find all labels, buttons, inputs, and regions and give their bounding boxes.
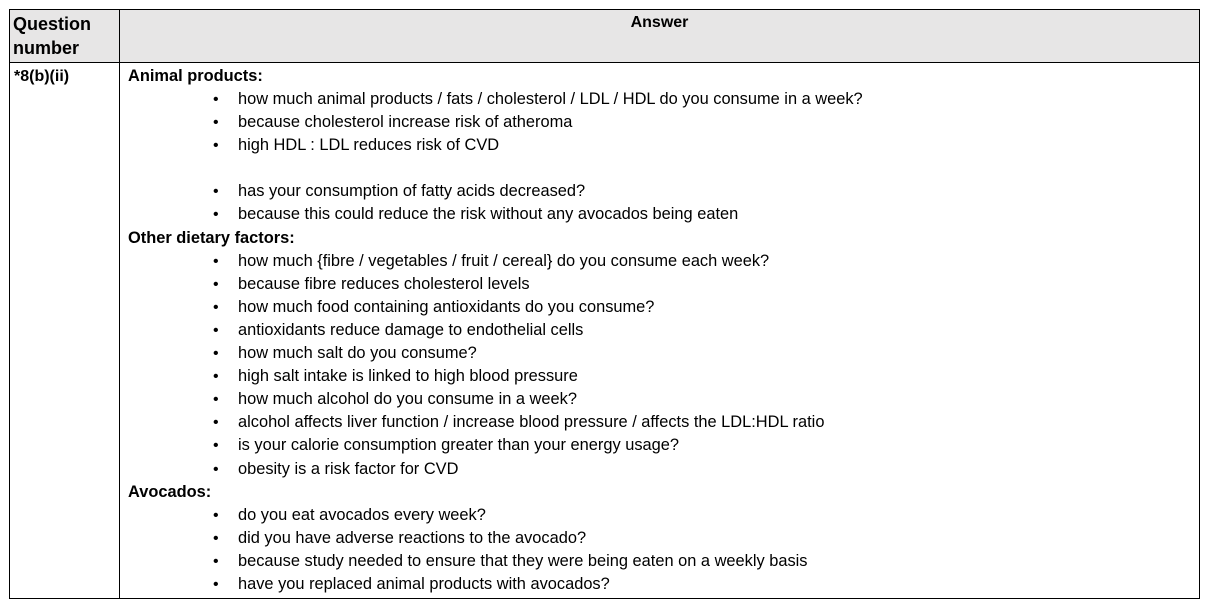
list-item: • how much {fibre / vegetables / fruit / cereal} do you consume each week?: [128, 250, 1199, 273]
list-item: • alcohol affects liver function / increase blood pressure / affects the LDL:HDL ratio: [128, 411, 1199, 434]
list-item: • because cholesterol increase risk of atheroma: [128, 111, 1199, 134]
header-answer: Answer: [120, 10, 1200, 63]
section-title-animal-products: Animal products:: [128, 67, 263, 85]
question-number-cell: *8(b)(ii): [10, 63, 120, 599]
answer-cell: [120, 63, 1200, 599]
section-title-other-dietary-factors: Other dietary factors:: [128, 228, 295, 247]
list-item: • because fibre reduces cholesterol levels: [128, 273, 1199, 296]
section-title-avocados: Avocados:: [128, 482, 212, 501]
list-item: • because study needed to ensure that they were being eaten on a weekly basis: [128, 550, 1199, 573]
list-item: • has your consumption of fatty acids decreased?: [128, 180, 1199, 203]
answer-row: [10, 63, 1200, 599]
list-item: • how much alcohol do you consume in a week?: [128, 388, 1199, 411]
avocados-list: [128, 504, 1199, 596]
animal-products-list-continued: [128, 180, 1199, 226]
mark-scheme-table: [9, 9, 1200, 599]
list-item: • do you eat avocados every week?: [128, 504, 1199, 527]
list-item: • obesity is a risk factor for CVD: [128, 458, 1199, 481]
spacer: [128, 157, 1199, 180]
list-item: • is your calorie consumption greater than your energy usage?: [128, 434, 1199, 457]
list-item: • how much salt do you consume?: [128, 342, 1199, 365]
list-item: • high HDL : LDL reduces risk of CVD: [128, 134, 1199, 157]
list-item: • did you have adverse reactions to the avocado?: [128, 527, 1199, 550]
animal-products-list: [128, 88, 1199, 157]
list-item: • how much animal products / fats / cholesterol / LDL / HDL do you consume in a week?: [128, 88, 1199, 111]
header-row: [10, 10, 1200, 63]
header-question-number: Question number: [10, 10, 120, 63]
list-item: • antioxidants reduce damage to endothelial cells: [128, 319, 1199, 342]
list-item: • have you replaced animal products with avocados?: [128, 573, 1199, 596]
list-item: • because this could reduce the risk without any avocados being eaten: [128, 203, 1199, 226]
list-item: • how much food containing antioxidants do you consume?: [128, 296, 1199, 319]
other-dietary-factors-list: [128, 250, 1199, 481]
list-item: • high salt intake is linked to high blood pressure: [128, 365, 1199, 388]
